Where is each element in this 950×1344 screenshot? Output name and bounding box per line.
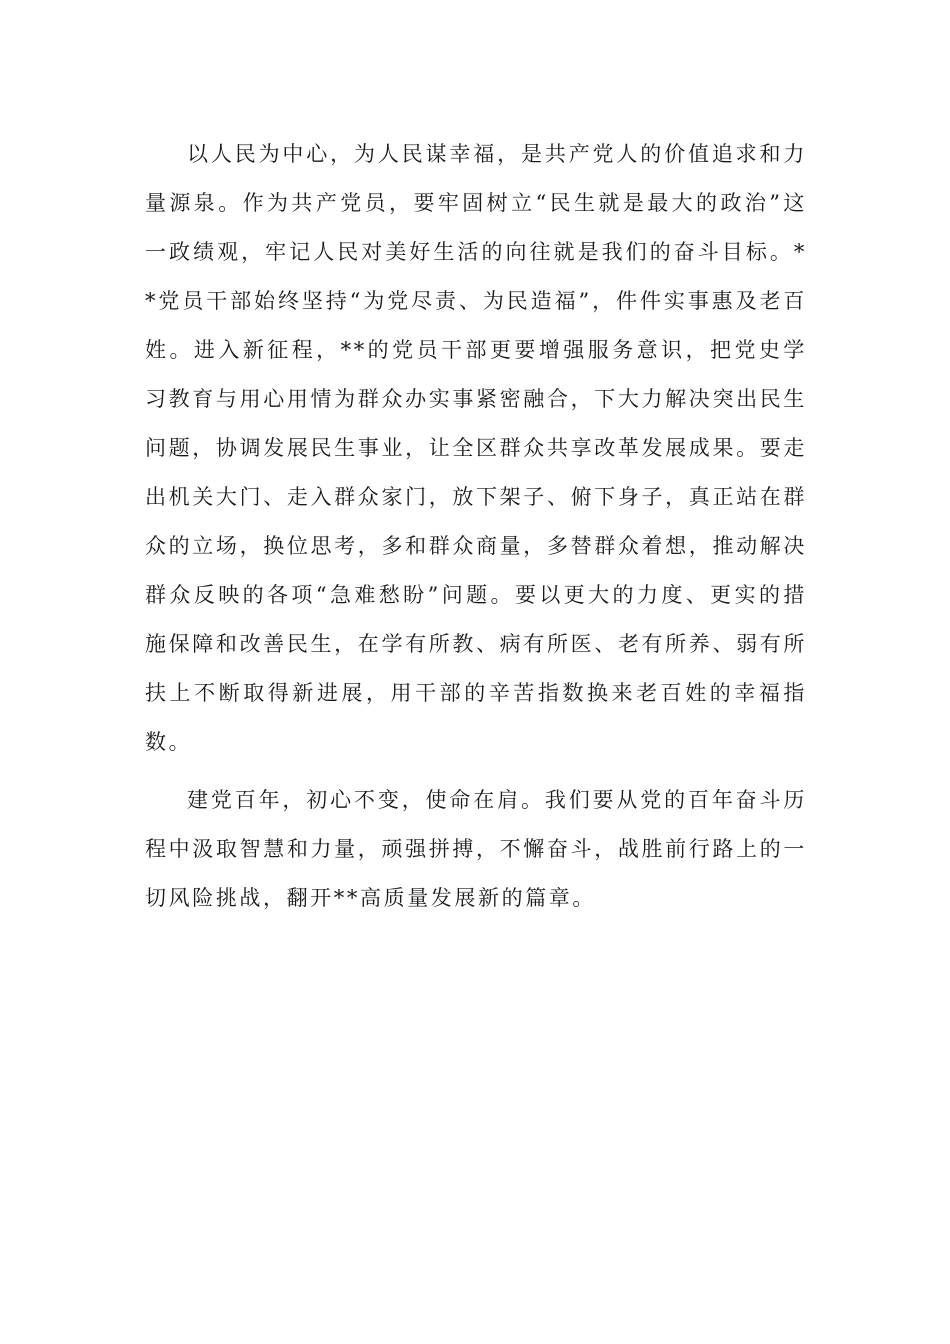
document-body bbox=[145, 130, 807, 923]
paragraph-centenary: 建党百年，初心不变，使命在肩。我们要从党的百年奋斗历程中汲取智慧和力量，顽强拼搏，不懈奋斗，战胜前行路上的一切风险挑战，翻开**高质量发展新的篇章。 bbox=[145, 788, 807, 910]
paragraph-people-centered: 以人民为中心，为人民谋幸福，是共产党人的价值追求和力量源泉。作为共产党员，要牢固树立“民生就是最大的政治”这一政绩观，牢记人民对美好生活的向往就是我们的奋斗目标。**党员干部始终坚持“为党尽责、为民造福”，件件实事惠及老百姓。进入新征程，**的党员干部更要增强服务意识，把党史学习教育与用心用情为群众办实事紧密融合，下大力解决突出民生问题，协调发展民生事业，让全区群众共享改革发展成果。要走出机关大门、走入群众家门，放下架子、俯下身子，真正站在群众的立场，换位思考，多和群众商量，多替群众着想，推动解决群众反映的各项“急难愁盼”问题。要以更大的力度、更实的措施保障和改善民生，在学有所教、病有所医、老有所养、弱有所扶上不断取得新进展，用干部的辛苦指数换来老百姓的幸福指数。 bbox=[145, 142, 807, 754]
